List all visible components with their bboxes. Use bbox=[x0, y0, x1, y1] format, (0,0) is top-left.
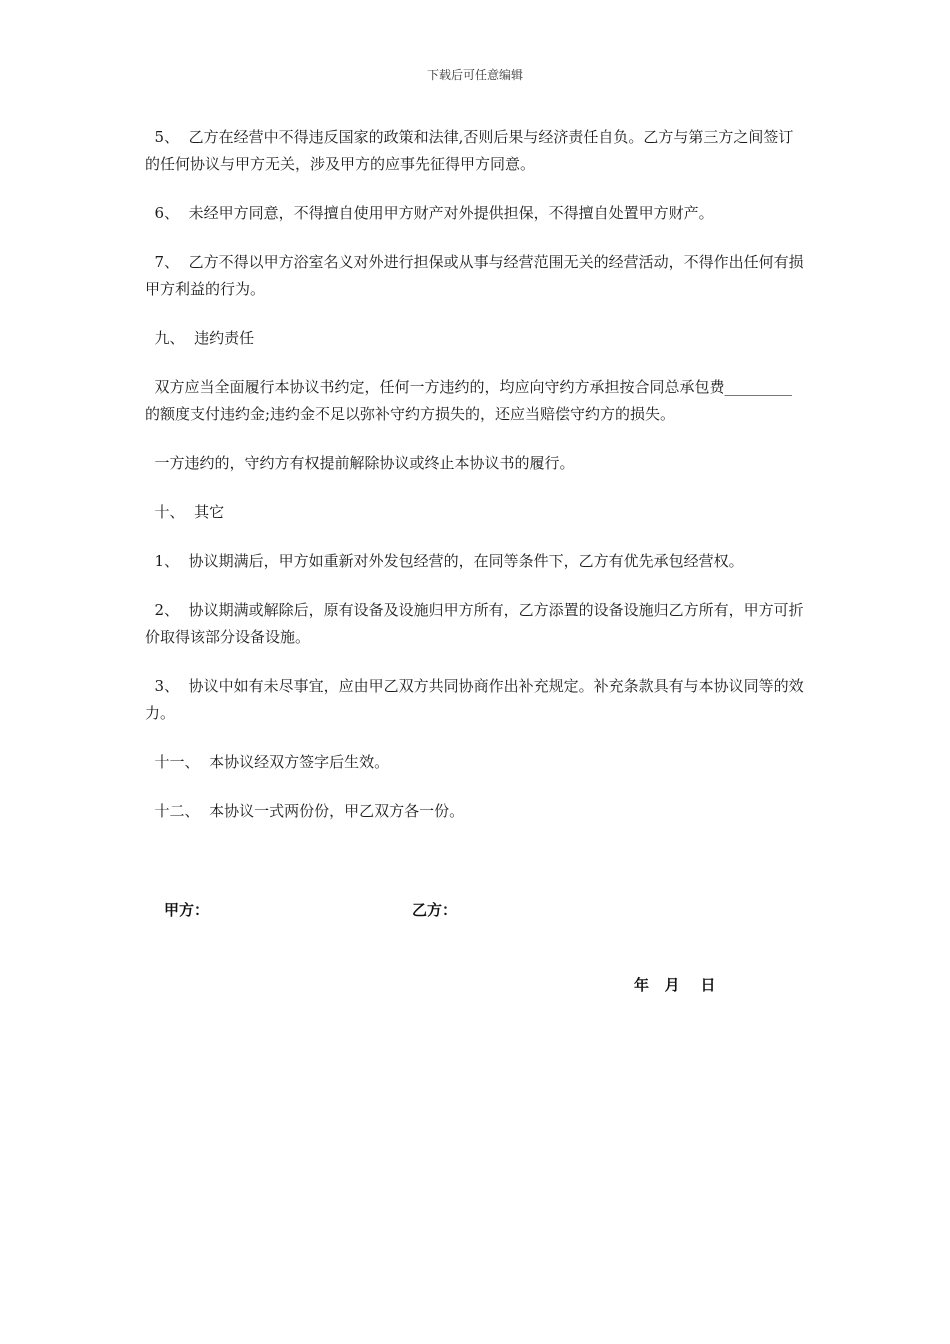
other-clause-3: 3、 协议中如有未尽事宜，应由甲乙双方共同协商作出补充规定。补充条款具有与本协议同等的效力。 bbox=[145, 677, 804, 722]
party-b-signature-label: 乙方： bbox=[412, 901, 458, 919]
other-clause-1: 1、 协议期满后，甲方如重新对外发包经营的，在同等条件下，乙方有优先承包经营权。 bbox=[145, 552, 744, 570]
breach-liability-text: 双方应当全面履行本协议书约定，任何一方违约的，均应向守约方承担按合同总承包费_________的额度支付违约金;违约金不足以弥补守约方损失的，还应当赔偿守约方的损失。 bbox=[145, 378, 793, 423]
termination-right-text: 一方违约的，守约方有权提前解除协议或终止本协议书的履行。 bbox=[145, 454, 575, 472]
section-12: 十二、 本协议一式两份份，甲乙双方各一份。 bbox=[145, 802, 465, 820]
clause-6: 6、 未经甲方同意，不得擅自使用甲方财产对外提供担保，不得擅自处置甲方财产。 bbox=[145, 204, 714, 222]
section-9-heading: 九、 违约责任 bbox=[145, 329, 255, 347]
section-11: 十一、 本协议经双方签字后生效。 bbox=[145, 753, 390, 771]
clause-5: 5、 乙方在经营中不得违反国家的政策和法律,否则后果与经济责任自负。乙方与第三方之间签订的任何协议与甲方无关，涉及甲方的应事先征得甲方同意。 bbox=[145, 128, 794, 173]
document-body bbox=[145, 124, 807, 825]
clause-7: 7、 乙方不得以甲方浴室名义对外进行担保或从事与经营范围无关的经营活动，不得作出任何有损甲方利益的行为。 bbox=[145, 253, 804, 298]
signature-date: 年 月 日 bbox=[634, 976, 716, 994]
party-a-signature-label: 甲方： bbox=[164, 901, 210, 919]
other-clause-2: 2、 协议期满或解除后，原有设备及设施归甲方所有，乙方添置的设备设施归乙方所有，甲方可折价取得该部分设备设施。 bbox=[145, 601, 804, 646]
section-10-heading: 十、 其它 bbox=[145, 503, 225, 521]
page-header: 下载后可任意编辑 bbox=[426, 68, 523, 82]
